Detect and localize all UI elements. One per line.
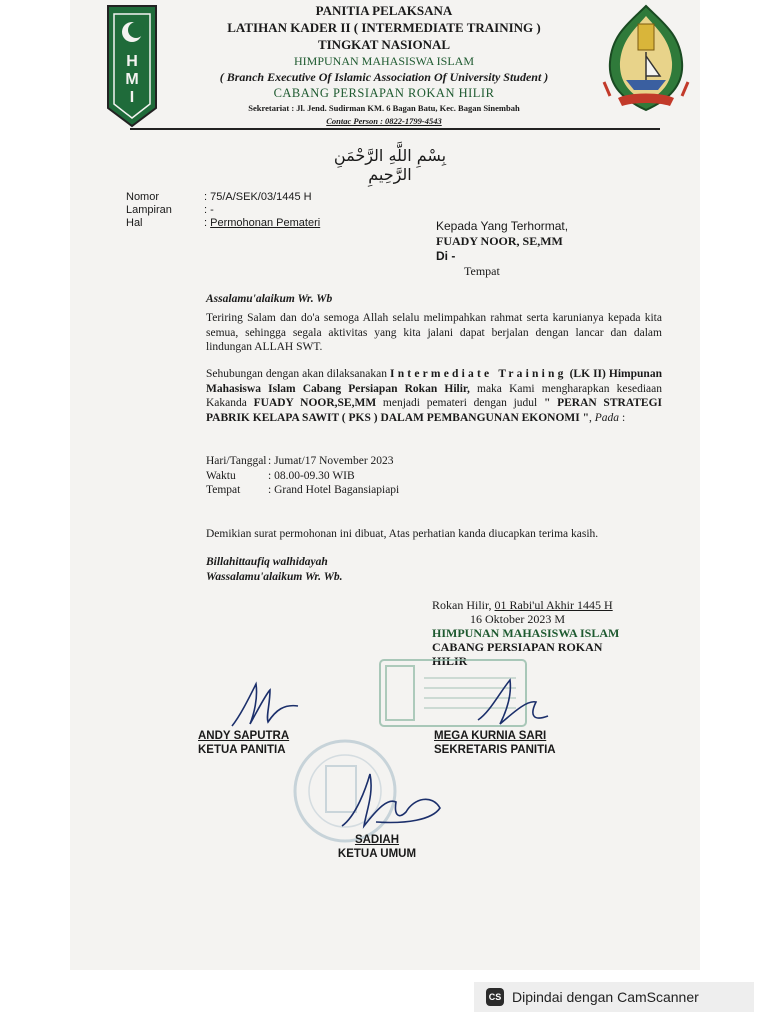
camscanner-text: Dipindai dengan CamScanner [512,989,699,1005]
header-organization: HIMPUNAN MAHASISWA ISLAM [293,54,475,68]
para2-event-name: Intermediate Training [390,368,567,380]
date-place: Rokan Hilir, [432,598,495,612]
recipient-block [436,219,568,279]
para2-text-g: menjadi pemateri dengan judul [376,397,544,409]
event-details [206,454,399,498]
signature-mega-icon [470,672,560,732]
letter-meta [126,191,320,230]
signing-org-name: HIMPUNAN MAHASISWA ISLAM [432,626,620,640]
header-branch: CABANG PERSIAPAN ROKAN HILIR [273,86,495,100]
signature-right [434,729,556,757]
para2-pada: Pada [594,411,620,424]
closing-sentence: Demikian surat permohonan ini dibuat, Atas perhatian kanda diucapkan terima kasih. [206,528,599,540]
para2-text-a: Sehubungan dengan akan dilaksanakan [206,368,391,380]
signatory-center-name: SADIAH [354,834,400,846]
detail-row [206,483,399,498]
logo-letter-m: M [125,71,139,88]
signature-sadiah-icon [336,768,446,836]
detail-place-value: : Grand Hotel Bagansiapiapi [268,484,400,496]
signature-left [198,729,289,757]
signature-center [334,833,420,861]
detail-time-label: Waktu [206,469,236,482]
closing-doa: Billahittaufiq walhidayah [206,556,328,568]
closing-salam: Wassalamu'alaikum Wr. Wb. [206,571,343,583]
logo-letter-i: I [129,89,135,106]
paragraph-request [206,367,662,425]
recipient-place: Tempat [464,264,500,278]
detail-date-label: Hari/Tanggal [206,455,267,467]
hal-value: Permohonan Pemateri [210,217,321,229]
signing-branch-name: CABANG PERSIAPAN ROKAN [432,640,603,654]
nomor-value: : 75/A/SEK/03/1445 H [204,191,312,203]
detail-row [206,469,399,484]
header-address: Sekretariat : Jl. Jend. Sudirman KM. 6 Bagan Batu, Kec. Bagan Sinembah [248,103,520,113]
lampiran-value: : - [204,204,214,216]
greeting: Assalamu'alaikum Wr. Wb [206,293,333,305]
header-contact: Contac Person : 0822-1799-4543 [326,116,442,126]
signatory-left-name: ANDY SAPUTRA [198,730,290,742]
camscanner-watermark [474,982,754,1012]
para2-text-i: , [589,411,595,424]
camscanner-logo-icon: CS [486,988,504,1006]
para2-topic: " PERAN STRATEGI PABRIK KELAPA SAWIT ( PKS ) DALAM PEMBANGUNAN EKONOMI " [206,397,663,424]
signatory-left-title: KETUA PANITIA [198,744,286,756]
basmalah: بِسْمِ اللَّهِ الرَّحْمَنِ الرَّحِيمِ [333,146,447,184]
hal-colon: : [204,217,211,229]
hal-label: Hal [126,217,143,229]
logo-letter-h: H [126,53,138,70]
signatory-right-title: SEKRETARIS PANITIA [434,744,556,756]
recipient-di: Di - [436,249,456,263]
detail-place-label: Tempat [206,484,241,496]
header-training-title: LATIHAN KADER II ( INTERMEDIATE TRAINING ) [227,20,541,35]
detail-time-value: : 08.00-09.30 WIB [268,469,355,482]
recipient-salutation: Kepada Yang Terhormat, [436,219,569,233]
header-committee: PANITIA PELAKSANA [315,3,453,18]
signatory-right-name: MEGA KURNIA SARI [434,730,547,742]
signing-branch-name-cont: HILIR [432,654,468,668]
para2-text-e: maka Kami mengharapkan kesediaan Kakanda [206,382,662,409]
header-divider [130,128,660,130]
header-english-name: ( Branch Executive Of Islamic Association Of University Student ) [219,70,549,84]
para2-speaker: FUADY NOOR,SE,MM [253,397,377,409]
date-hijri: 01 Rabi'ul Akhir 1445 H [494,598,613,612]
lampiran-label: Lampiran [126,204,172,216]
signature-andy-icon [226,676,306,732]
detail-date-value: : Jumat/17 November 2023 [268,455,394,467]
recipient-name: FUADY NOOR, SE,MM [436,234,563,248]
para2-organizer: Himpunan Mahasiswa Islam Cabang Persiapan Rokan Hilir, [206,368,662,395]
date-masehi: 16 Oktober 2023 M [470,612,565,626]
header-level: TINGKAT NASIONAL [317,37,451,52]
paragraph-opening: Teriring Salam dan do'a semoga Allah selalu melimpahkan rahmat serta karunianya kepada kita semua, sehingga segala aktivitas yang kita jalani dapat berjalan dengan lancar dan dalam lindungan ALLAH SWT. [206,312,662,353]
detail-row [206,454,399,469]
signatory-center-title: KETUA UMUM [337,848,417,860]
nomor-label: Nomor [126,191,160,203]
para2-colon: : [619,411,626,424]
para2-event-code: (LK II) [566,368,609,380]
